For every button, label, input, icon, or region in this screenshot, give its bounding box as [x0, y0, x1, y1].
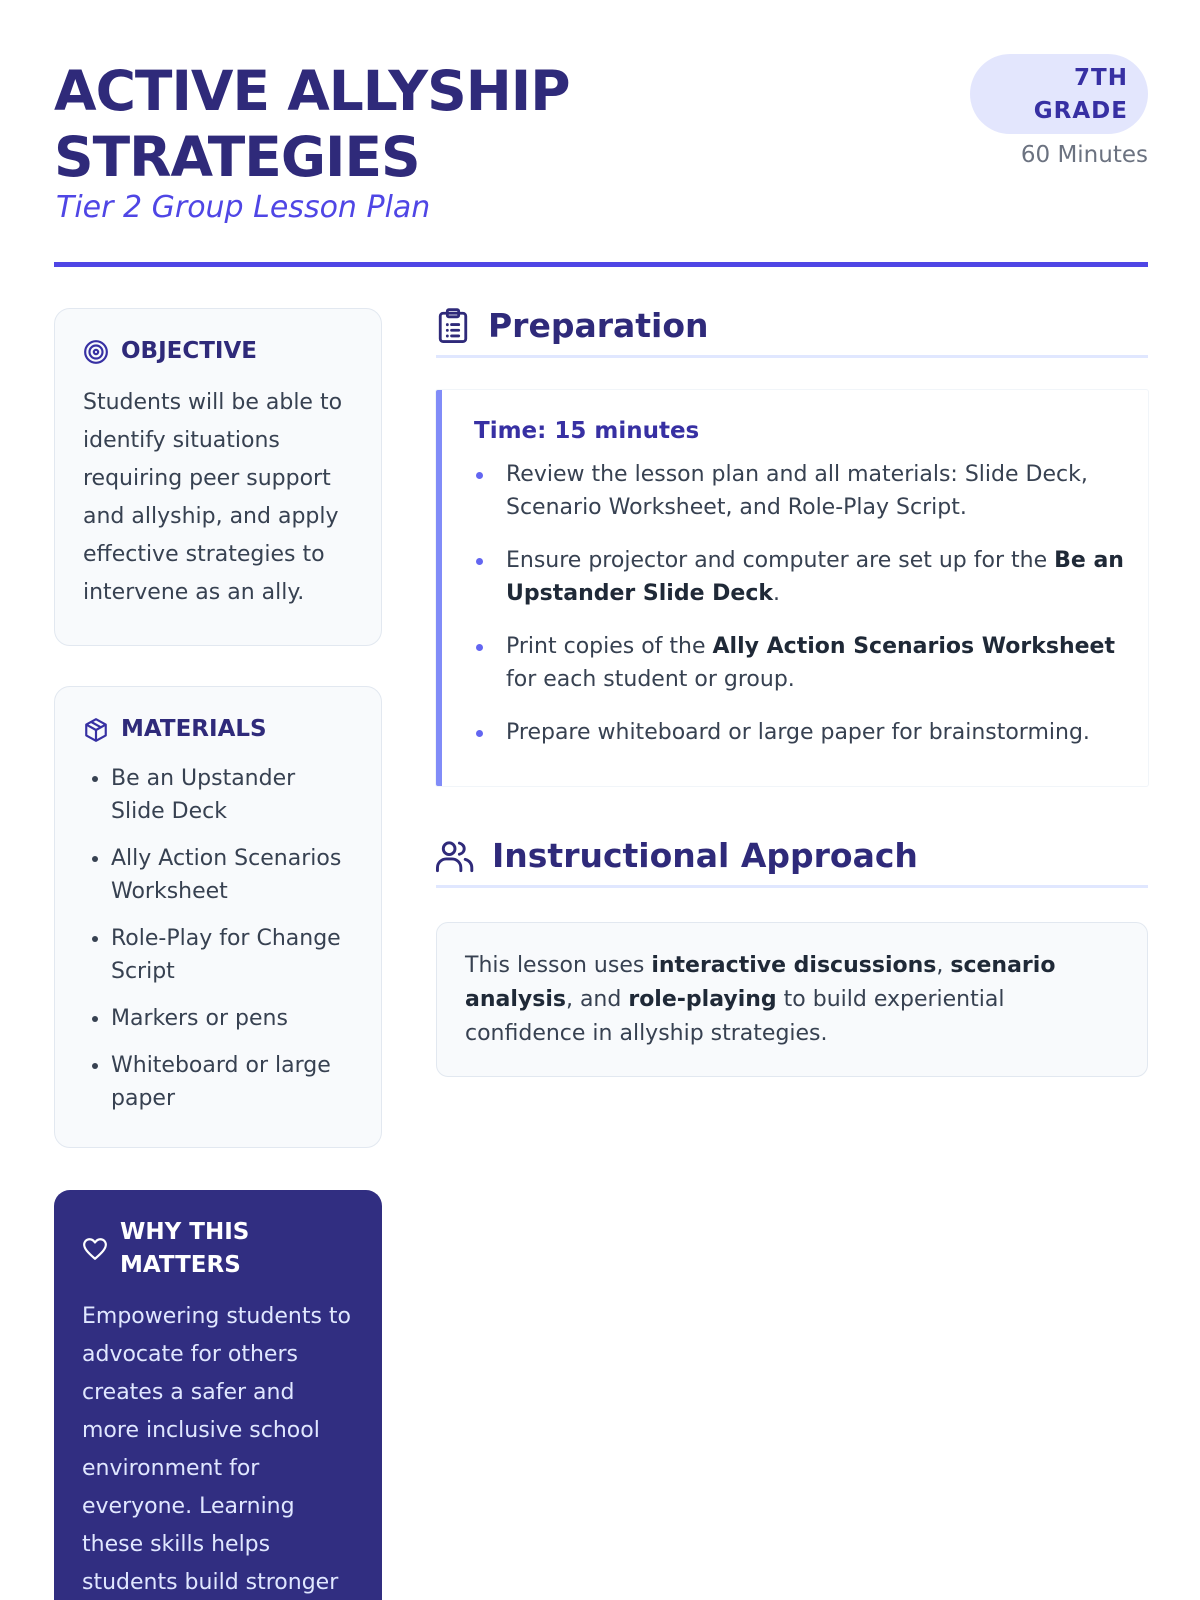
grade-badge: 7TH GRADE — [970, 54, 1148, 134]
inst-bold: role-playing — [628, 987, 777, 1012]
instructional-header — [436, 836, 1148, 888]
materials-card — [54, 686, 382, 1148]
objective-title: OBJECTIVE — [121, 338, 257, 364]
preparation-box — [436, 390, 1148, 786]
list-item: • Markers or pens — [111, 1002, 353, 1035]
inst-text: to build experiential confidence in allyship strategies. — [465, 987, 1005, 1046]
objective-text: Students will be able to identify situations requiring peer support and allyship, and apply effective strategies to intervene as an ally. — [83, 390, 343, 605]
preparation-title: Preparation — [488, 306, 709, 345]
target-icon — [83, 339, 109, 365]
inst-text: , — [936, 953, 951, 978]
materials-header — [83, 713, 353, 746]
why-text: Empowering students to advocate for others creates a safer and more inclusive school environment for everyone. Learning these skills helps students build stronger — [82, 1304, 351, 1595]
prep-bold: Be an Upstander Slide Deck — [506, 548, 1124, 606]
duration-label: 60 Minutes — [1020, 142, 1148, 168]
why-card — [54, 1190, 382, 1600]
prep-text: Prepare whiteboard or large paper for brainstorming. — [506, 720, 1090, 745]
prep-text: . — [773, 581, 781, 606]
materials-title: MATERIALS — [121, 716, 267, 742]
inst-bold: interactive discussions — [651, 953, 937, 978]
list-item — [474, 630, 1124, 696]
why-title: WHY THIS MATTERS — [120, 1219, 250, 1278]
list-item — [474, 716, 1124, 749]
users-icon — [436, 838, 474, 874]
inst-text: This lesson uses — [465, 953, 652, 978]
list-item — [474, 458, 1124, 524]
prep-text: for each student or group. — [506, 667, 795, 692]
list-item: • Be an Upstander Slide Deck — [111, 762, 353, 828]
inst-text: , and — [565, 987, 629, 1012]
prep-text: Print copies of the — [506, 634, 713, 659]
instructional-title: Instructional Approach — [492, 836, 918, 875]
objective-card — [54, 308, 382, 646]
list-item — [474, 544, 1124, 610]
why-header — [82, 1216, 354, 1282]
list-item: • Ally Action Scenarios Worksheet — [111, 842, 353, 908]
clipboard-icon — [436, 307, 470, 345]
heart-icon — [82, 1236, 108, 1262]
inst-bold: scenario analysis — [465, 953, 1056, 1012]
objective-header — [83, 335, 353, 368]
materials-list — [83, 762, 353, 1115]
list-item: • Role-Play for Change Script — [111, 922, 353, 988]
header-divider — [54, 262, 1148, 267]
preparation-header — [436, 306, 1148, 358]
preparation-time: Time: 15 minutes — [474, 418, 700, 444]
list-item: • Whiteboard or large paper — [111, 1049, 353, 1115]
prep-bold: Ally Action Scenarios Worksheet — [712, 634, 1115, 659]
prep-text: Ensure projector and computer are set up for the — [506, 548, 1055, 573]
box-icon — [83, 717, 109, 743]
prep-text: Review the lesson plan and all materials: Slide Deck, Scenario Worksheet, and Role-Play Script. — [506, 462, 1088, 520]
header — [54, 58, 1148, 225]
instructional-box — [436, 922, 1148, 1077]
page-subtitle: Tier 2 Group Lesson Plan — [56, 190, 431, 225]
page-title: ACTIVE ALLYSHIP STRATEGIES — [54, 59, 570, 189]
preparation-list — [474, 458, 1124, 749]
